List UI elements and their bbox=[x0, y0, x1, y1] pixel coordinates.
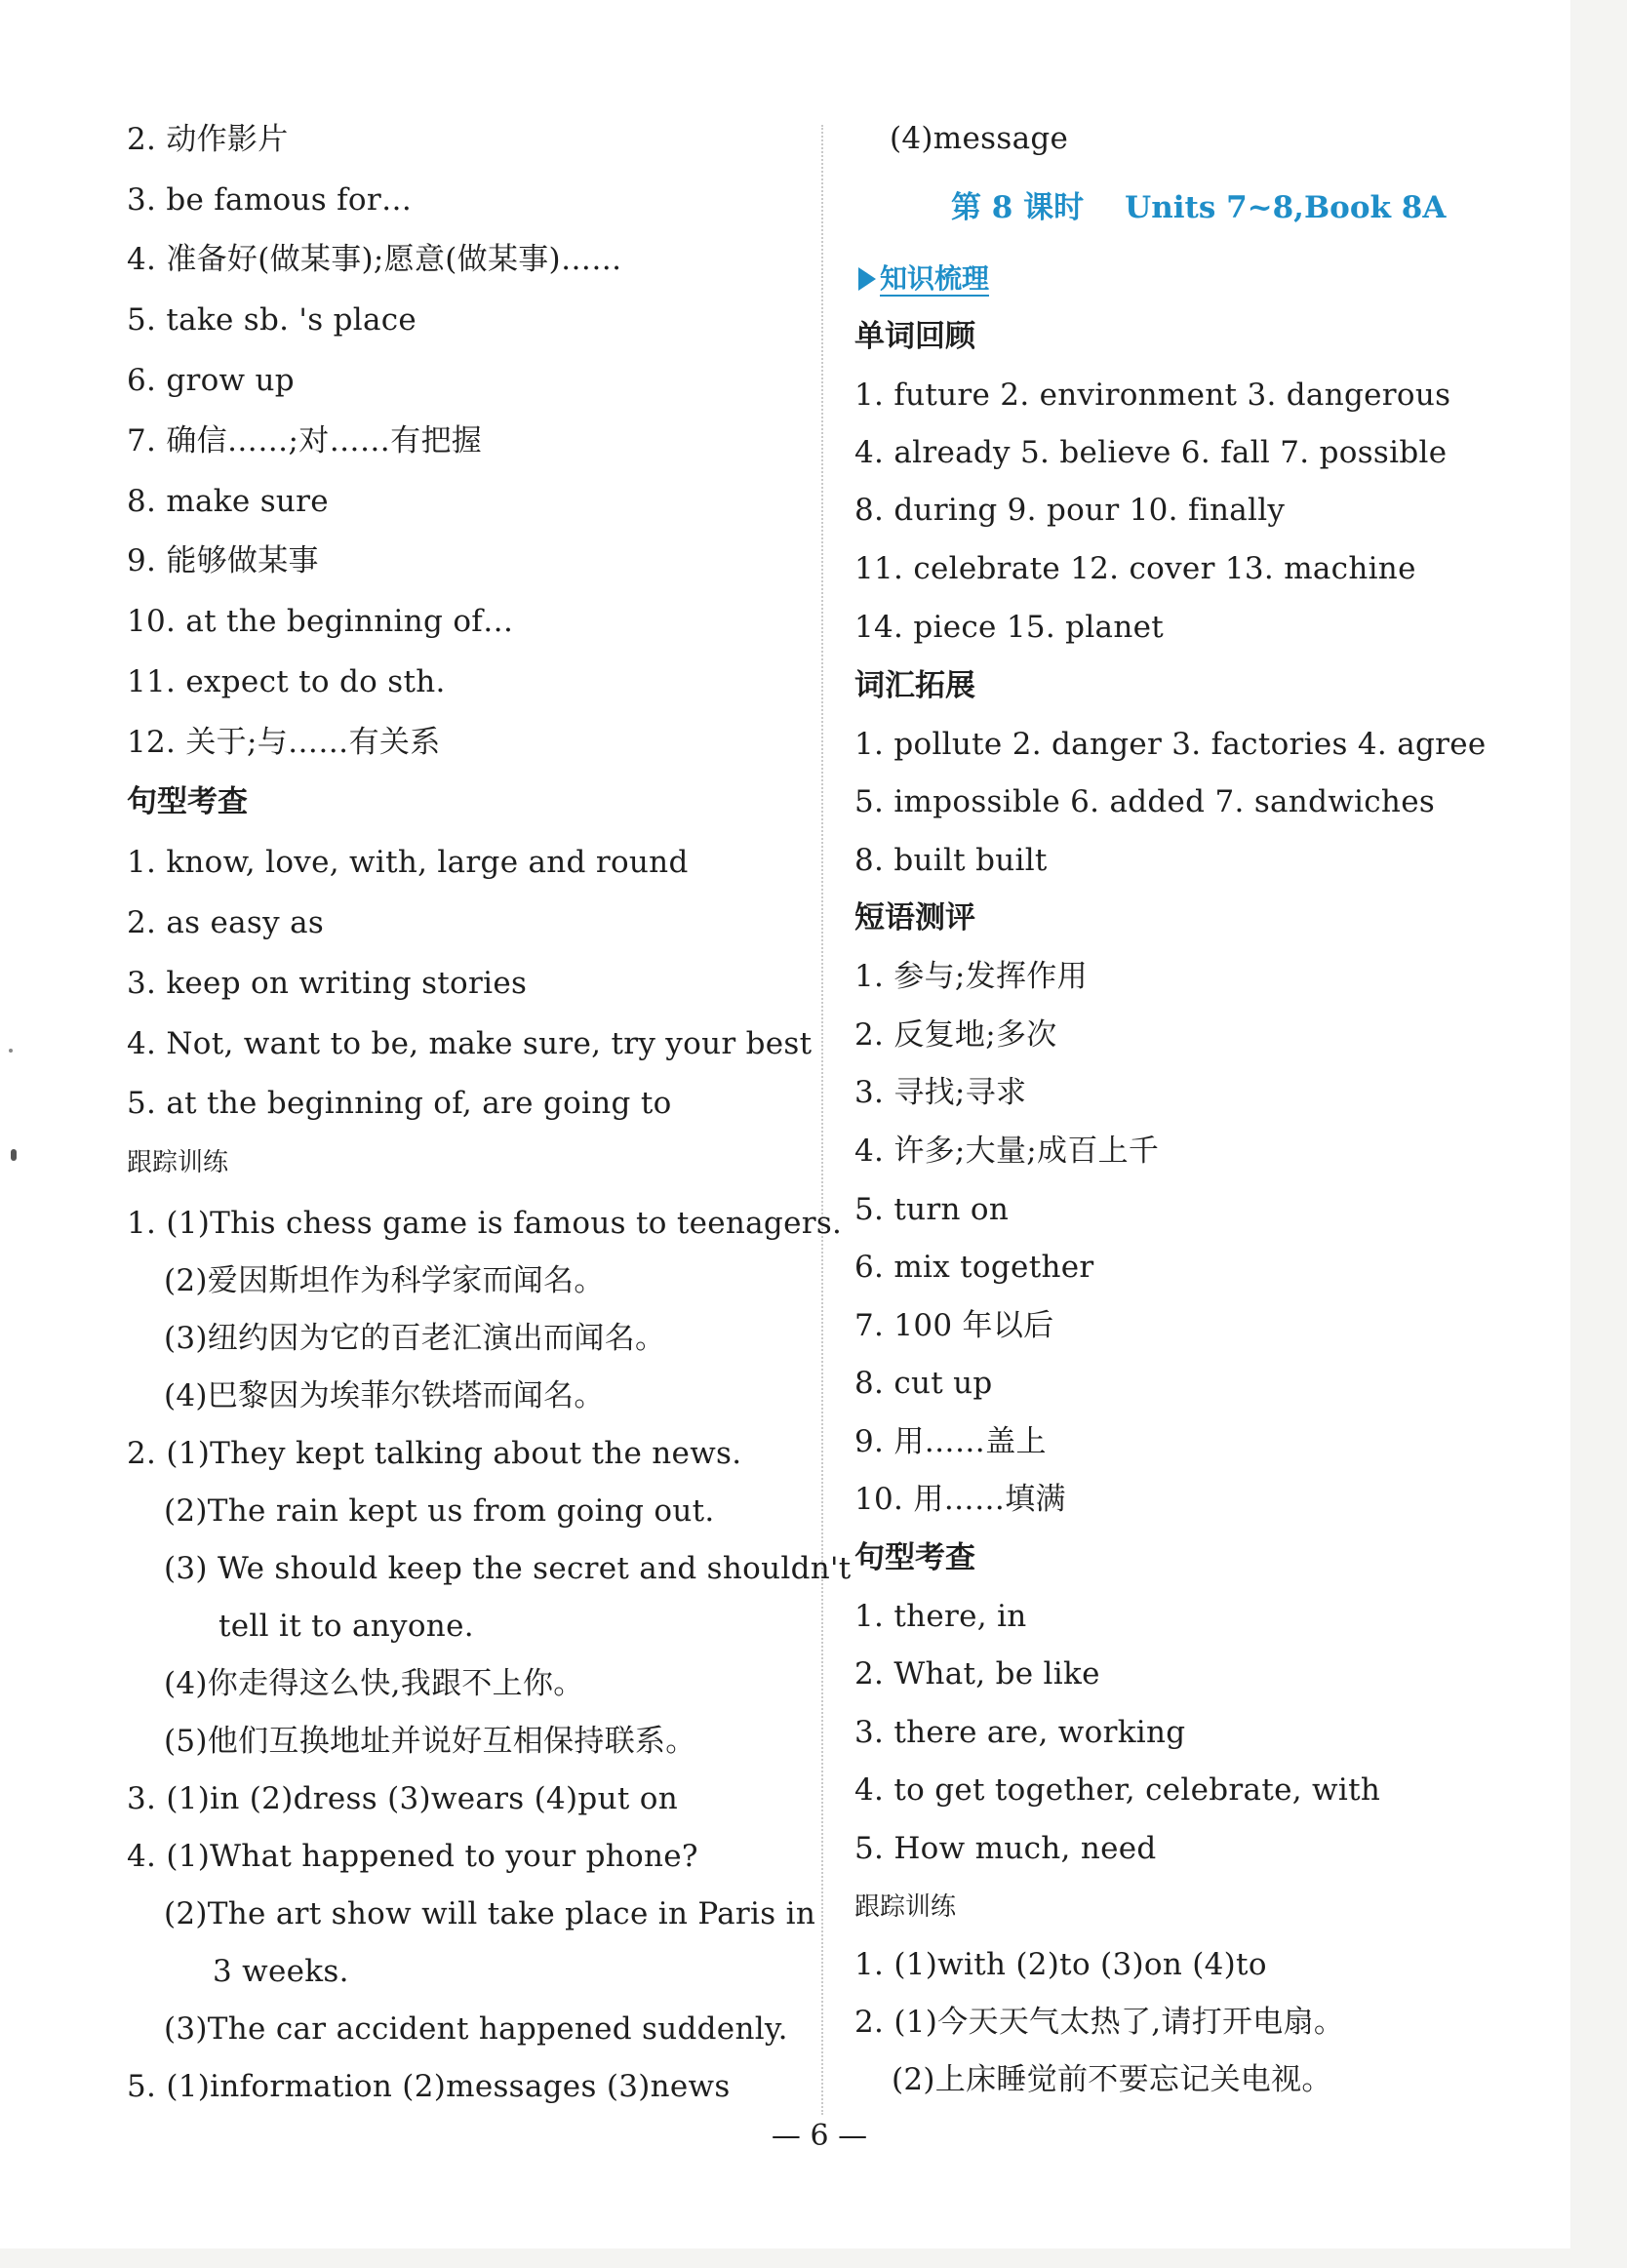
column-divider bbox=[821, 125, 823, 2115]
answer-line: 1. 参与;发挥作用 bbox=[854, 959, 1088, 994]
answer-line: 6. grow up bbox=[127, 363, 295, 398]
answer-line: (3)The car accident happened suddenly. bbox=[164, 2011, 788, 2047]
lesson-units: Units 7~8,Book 8A bbox=[1125, 190, 1447, 225]
answer-line: (5)他们互换地址并说好互相保持联系。 bbox=[164, 1724, 696, 1759]
answer-line: 2. as easy as bbox=[127, 905, 325, 940]
knowledge-label-text: 知识梳理 bbox=[880, 262, 990, 295]
answer-line: 8. during 9. pour 10. finally bbox=[854, 493, 1286, 528]
answer-line: (4)message bbox=[890, 121, 1069, 156]
answer-line: (4)你走得这么快,我跟不上你。 bbox=[164, 1666, 584, 1701]
answer-line: 1. there, in bbox=[854, 1599, 1027, 1634]
answer-line: 2. (1)今天天气太热了,请打开电扇。 bbox=[854, 2005, 1345, 2040]
answer-line: (3) We should keep the secret and shouldn't bbox=[164, 1551, 852, 1586]
answer-line: 3. be famous for… bbox=[127, 182, 413, 218]
section-heading-vocab-ext: 词汇拓展 bbox=[854, 668, 975, 703]
answer-line: 11. expect to do sth. bbox=[127, 664, 446, 699]
answer-line: 1. know, love, with, large and round bbox=[127, 845, 689, 880]
answer-line: 8. built built bbox=[854, 843, 1048, 878]
answer-line: tell it to anyone. bbox=[218, 1609, 474, 1644]
answer-line: 3. there are, working bbox=[854, 1715, 1186, 1750]
answer-line: 4. already 5. believe 6. fall 7. possible bbox=[854, 435, 1448, 470]
section-heading-sentences: 句型考查 bbox=[854, 1540, 975, 1575]
answer-line: 1. (1)This chess game is famous to teenagers. bbox=[127, 1206, 843, 1241]
answer-line: 5. impossible 6. added 7. sandwiches bbox=[854, 784, 1436, 819]
answer-line: 3. keep on writing stories bbox=[127, 966, 528, 1001]
answer-line: 3 weeks. bbox=[213, 1954, 349, 1989]
answer-line: 4. 准备好(做某事);愿意(做某事)…… bbox=[127, 242, 622, 277]
answer-line: 5. turn on bbox=[854, 1192, 1010, 1227]
answer-line: 4. 许多;大量;成百上千 bbox=[854, 1134, 1160, 1169]
section-heading-training: 跟踪训练 bbox=[854, 1892, 957, 1922]
answer-line: 1. pollute 2. danger 3. factories 4. agree bbox=[854, 727, 1487, 762]
answer-line: 4. (1)What happened to your phone? bbox=[127, 1839, 698, 1874]
answer-line: (2)The rain kept us from going out. bbox=[164, 1493, 715, 1529]
answer-line: 9. 能够做某事 bbox=[127, 543, 319, 578]
lesson-number: 第 8 课时 bbox=[951, 190, 1085, 225]
answer-line: (2)爱因斯坦作为科学家而闻名。 bbox=[164, 1263, 605, 1298]
margin-mark bbox=[11, 1149, 17, 1161]
answer-line: 2. 反复地;多次 bbox=[854, 1017, 1057, 1053]
answer-line: 11. celebrate 12. cover 13. machine bbox=[854, 551, 1416, 586]
margin-mark bbox=[9, 1049, 13, 1053]
answer-line: 5. take sb. 's place bbox=[127, 302, 417, 338]
answer-line: 14. piece 15. planet bbox=[854, 610, 1164, 645]
answer-line: 8. make sure bbox=[127, 484, 329, 519]
answer-line: 5. at the beginning of, are going to bbox=[127, 1086, 672, 1121]
answer-line: (2)上床睡觉前不要忘记关电视。 bbox=[892, 2062, 1332, 2097]
answer-line: 3. 寻找;寻求 bbox=[854, 1075, 1027, 1110]
answer-line: 5. How much, need bbox=[854, 1831, 1157, 1866]
answer-line: 4. to get together, celebrate, with bbox=[854, 1772, 1381, 1808]
answer-line: 5. (1)information (2)messages (3)news bbox=[127, 2069, 731, 2104]
section-heading-vocab-review: 单词回顾 bbox=[854, 319, 975, 354]
answer-line: 6. mix together bbox=[854, 1250, 1094, 1285]
answer-line: 2. 动作影片 bbox=[127, 122, 289, 157]
section-heading-training: 跟踪训练 bbox=[127, 1148, 229, 1177]
answer-line: 3. (1)in (2)dress (3)wears (4)put on bbox=[127, 1781, 678, 1816]
knowledge-section-label bbox=[858, 261, 989, 297]
answer-line: 1. (1)with (2)to (3)on (4)to bbox=[854, 1947, 1267, 1982]
answer-line: 10. 用……填满 bbox=[854, 1482, 1066, 1517]
play-triangle-icon bbox=[858, 267, 876, 291]
answer-line: 1. future 2. environment 3. dangerous bbox=[854, 378, 1451, 413]
answer-line: (2)The art show will take place in Paris in bbox=[164, 1896, 816, 1931]
answer-line: 10. at the beginning of… bbox=[127, 604, 514, 639]
answer-line: 7. 100 年以后 bbox=[854, 1308, 1054, 1343]
section-heading-sentence: 句型考查 bbox=[127, 784, 248, 819]
answer-line: (3)纽约因为它的百老汇演出而闻名。 bbox=[164, 1321, 666, 1356]
answer-line: 8. cut up bbox=[854, 1366, 993, 1401]
answer-line: 2. What, be like bbox=[854, 1656, 1100, 1691]
section-heading-phrases: 短语测评 bbox=[854, 900, 975, 935]
answer-line: 7. 确信……;对……有把握 bbox=[127, 423, 483, 458]
answer-line: 12. 关于;与……有关系 bbox=[127, 725, 441, 760]
answer-line: 4. Not, want to be, make sure, try your best bbox=[127, 1026, 813, 1061]
answer-line: (4)巴黎因为埃菲尔铁塔而闻名。 bbox=[164, 1378, 605, 1413]
answer-line: 2. (1)They kept talking about the news. bbox=[127, 1436, 742, 1471]
page-number: — 6 — bbox=[771, 2119, 868, 2153]
lesson-title bbox=[951, 188, 1446, 227]
answer-line: 9. 用……盖上 bbox=[854, 1424, 1047, 1459]
